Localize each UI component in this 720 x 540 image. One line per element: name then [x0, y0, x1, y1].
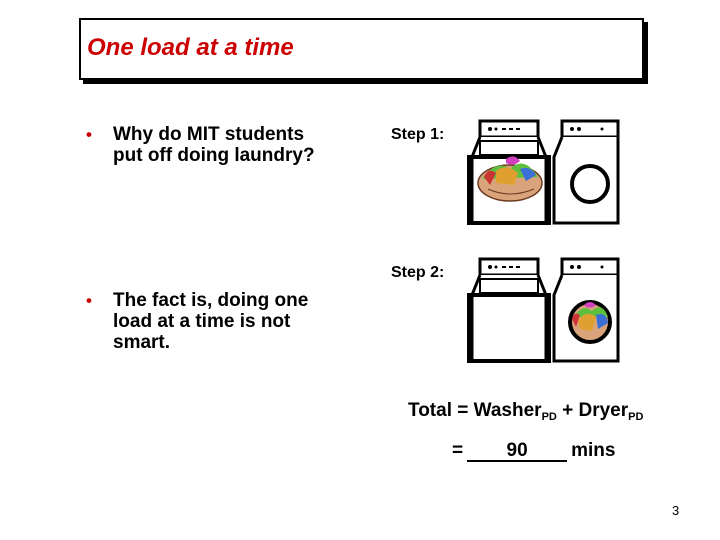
- empty-washer-icon: [466, 257, 552, 363]
- answer-line: [452, 440, 615, 462]
- bullet-marker: •: [86, 125, 92, 144]
- step-1-label: Step 1:: [391, 126, 445, 143]
- total-prefix: Total = Washer: [408, 400, 542, 421]
- total-mid: + Dryer: [556, 400, 629, 421]
- dryer-with-laundry-icon: [552, 257, 622, 363]
- bullet-1-text: Why do MIT students put off doing laundry?: [113, 124, 315, 166]
- washer-subscript: PD: [541, 411, 557, 423]
- bullet-2-text: The fact is, doing one load at a time is not smart.: [113, 290, 309, 353]
- empty-dryer-icon: [552, 119, 622, 225]
- answer-value: 90: [467, 442, 567, 462]
- title-box: [79, 18, 644, 80]
- washer-with-laundry-icon: [466, 119, 552, 225]
- total-formula: [408, 400, 643, 423]
- slide-title: One load at a time: [87, 34, 294, 61]
- answer-suffix: mins: [571, 440, 616, 461]
- dryer-subscript: PD: [628, 411, 644, 423]
- step-2-label: Step 2:: [391, 264, 445, 281]
- answer-prefix: =: [452, 440, 464, 461]
- page-number: 3: [672, 503, 680, 518]
- bullet-marker: •: [86, 291, 92, 310]
